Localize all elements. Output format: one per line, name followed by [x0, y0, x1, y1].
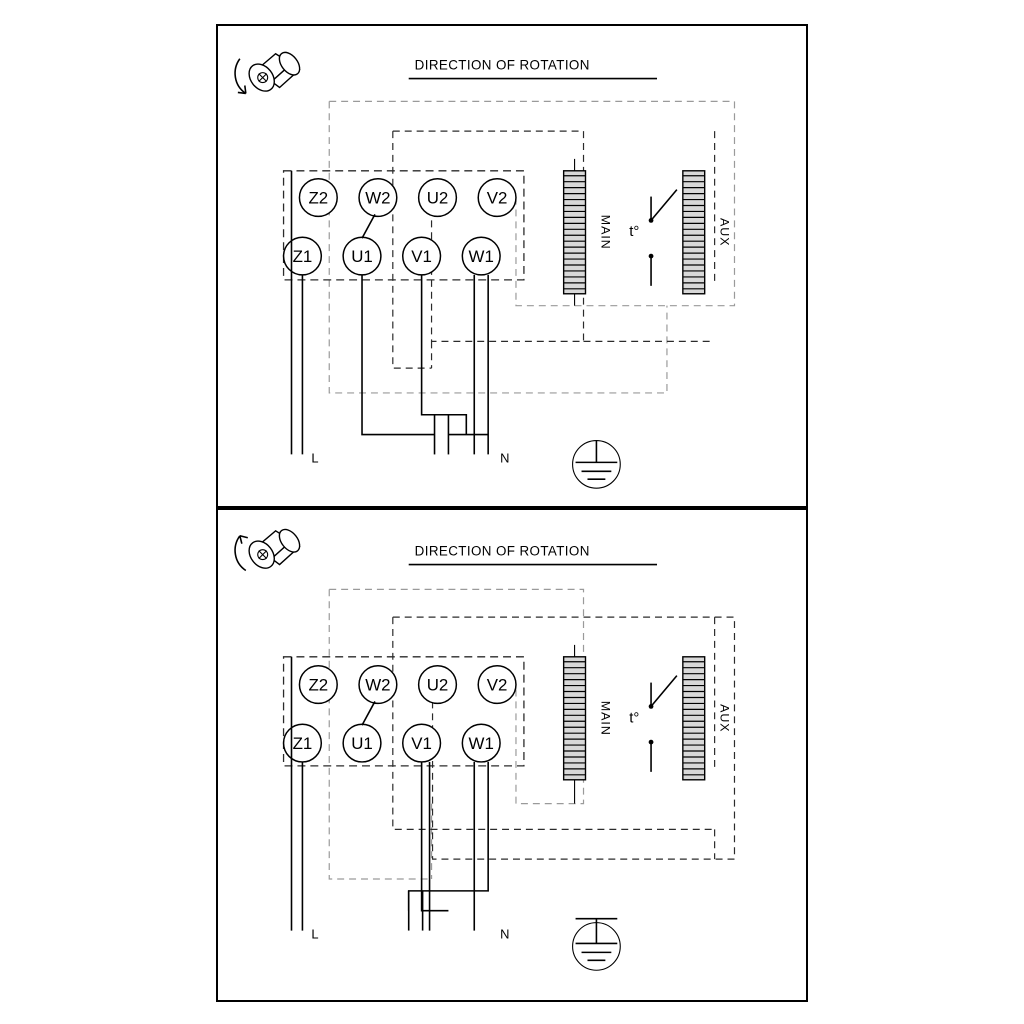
thermal-label-bottom: t°: [629, 710, 640, 727]
bridge-w2-u1-top: [362, 214, 375, 238]
terminal-row-bottom: [284, 724, 501, 762]
motor-shaft-icon: [235, 49, 304, 96]
terminal-row-top: [299, 666, 516, 704]
main-winding-label-bottom: MAIN: [598, 700, 613, 736]
capacitor-icon: [435, 415, 489, 455]
main-winding-top: [564, 159, 613, 306]
panel-bottom-drawing: [218, 510, 806, 1000]
thermal-label-top: t°: [629, 224, 640, 241]
label-line-top: L: [311, 450, 319, 466]
panel-top-drawing: [218, 26, 806, 506]
terminal-z2-bottom[interactable]: Z2: [308, 675, 329, 695]
aux-winding-label-top: AUX: [717, 218, 732, 247]
label-line-bottom: L: [311, 926, 319, 942]
terminal-v2-bottom[interactable]: V2: [486, 675, 508, 695]
thermal-switch-bottom: [629, 676, 677, 772]
terminal-row-bottom: [284, 237, 501, 275]
main-winding-bottom: [564, 645, 613, 804]
label-neutral-bottom: N: [500, 926, 510, 942]
capacitor-icon: [409, 891, 423, 931]
label-neutral-top: N: [500, 450, 510, 466]
wiring-diagram-panel-bottom: [216, 508, 808, 1002]
terminal-z1-top[interactable]: Z1: [292, 247, 313, 267]
terminal-w1-bottom[interactable]: W1: [468, 734, 494, 754]
terminal-row-top: [299, 179, 516, 217]
terminal-z2-top[interactable]: Z2: [308, 188, 329, 208]
terminal-u2-bottom[interactable]: U2: [426, 675, 449, 695]
terminal-u1-top[interactable]: U1: [351, 247, 373, 267]
terminal-v1-top[interactable]: V1: [411, 247, 432, 267]
earth-ground-icon: [573, 441, 621, 489]
thermal-switch-top: [629, 190, 677, 286]
terminal-z1-bottom[interactable]: Z1: [292, 734, 313, 754]
terminal-v1-bottom[interactable]: V1: [411, 734, 432, 754]
main-winding-label-top: MAIN: [598, 214, 613, 250]
rotation-title-top: DIRECTION OF ROTATION: [414, 57, 590, 73]
aux-winding-bottom: [683, 657, 732, 780]
terminal-w2-top[interactable]: W2: [365, 188, 391, 208]
terminal-w2-bottom[interactable]: W2: [365, 675, 391, 695]
bridge-w2-u1-bottom: [362, 701, 375, 725]
wiring-diagram-panel-top: [216, 24, 808, 508]
terminal-v2-top[interactable]: V2: [486, 188, 508, 208]
terminal-u2-top[interactable]: U2: [426, 188, 449, 208]
motor-shaft-icon: [235, 526, 304, 573]
terminal-w1-top[interactable]: W1: [468, 247, 494, 267]
rotation-title-bottom: DIRECTION OF ROTATION: [414, 543, 590, 559]
aux-winding-label-bottom: AUX: [717, 704, 732, 733]
aux-winding-top: [683, 171, 732, 294]
earth-ground-icon: [573, 919, 621, 971]
terminal-u1-bottom[interactable]: U1: [351, 734, 373, 754]
